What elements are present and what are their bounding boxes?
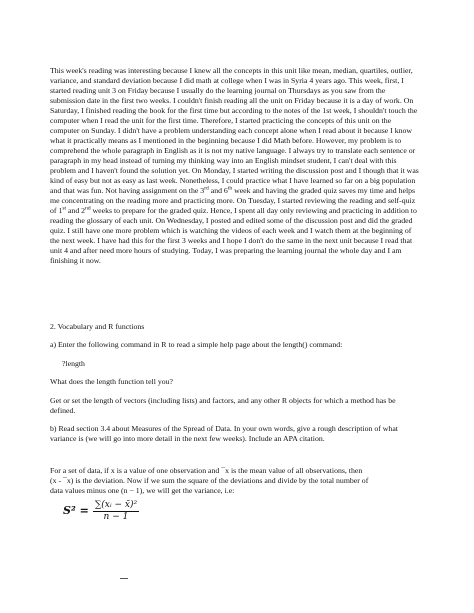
ordinal-th: th [227, 185, 233, 192]
reflection-text [50, 66, 422, 266]
footer-mark [120, 578, 128, 579]
question-b: b) Read section 3.4 about Measures of the Spread of Data. In your own words, give a rough description of what variance is (we will go into more detail in the next few weeks). Include an APA citation. [50, 424, 398, 443]
formula-numerator: ∑(xᵢ − x̄)² [94, 499, 138, 510]
answer-b: For a set of data, if x is a value of one observation and ¯x is the mean value of all observations, then (x - ¯x) is the deviation. Now if we sum the square of the deviations and divide by the total number of data values minus one (n − 1), we will get the variance, i.e: [50, 466, 369, 495]
variance-formula [63, 499, 139, 523]
reflection-text-part-3: week and having the graded quiz saves my time and helps me concentrating on the reading more and practicing more. On Tuesday, I started reviewing the reading and self-quiz of 1 [50, 186, 416, 215]
section-heading: 2. Vocabulary and R functions [50, 322, 145, 331]
reflection-text-part-2: and 6 [208, 186, 228, 195]
reflection-paragraph [50, 66, 422, 266]
r-command: ?length [62, 359, 85, 368]
reflection-text-part-5: weeks to prepare for the graded quiz. Hence, I spent all day only reviewing and practicing in addition to reading the glossary of each unit. On Wednesday, I posted and edited some of the discussion post and did the graded quiz. I still have one more problem which is watching the videos of each week and I watch them at the beginning of the next week. I have had this for the first 3 weeks and I hope I don't do the same in the next unit because I read that unit 4 and after need more hours of studying. Today, I was preparing the learning journal the whole day and I am finishing it now. [50, 206, 417, 265]
answer-a: Get or set the length of vectors (including lists) and factors, and any other R objects for which a method has be defined. [50, 396, 396, 415]
ordinal-nd: nd [85, 205, 91, 212]
reflection-text-part-1: This week's reading was interesting because I knew all the concepts in this unit like mean, median, quartiles, outlier, variance, and standard deviation because I did math at college when I was in Syria 4 years ago. This week, first, I started reading unit 3 on Friday because I usually do the learning journal on Thursdays as you saw from the submission date in the first two weeks. I couldn't finish reading all the unit on Friday because it is a day of work. On Saturday, I finished reading the book for the first time but according to the notes of the 1st week, I shouldn't touch the computer when I read the unit for the first time. Therefore, I started practicing the concepts of this unit on the computer on Sunday. I didn't have a problem understanding each concept alone when I read about it because I know what it practically means as I mentioned in the beginning because I did Math before. However, my problem is to comprehend the whole paragraph in English as it is not my native language. I always try to translate each sentence or paragraph in my head instead of turning my thinking way into an English mindset student, I can't deal with this problem and I haven't found the solution yet. On Monday, I started writing the discussion post and I though that it was kind of easy but not as easy as last week. Nonetheless, I could practice what I have learned so far on a big population and that was fun. Not having assignment on the 3 [50, 66, 419, 195]
formula-fraction [93, 500, 139, 523]
reflection-text-part-4: and 2 [66, 206, 86, 215]
question-a: a) Enter the following command in R to read a simple help page about the length() command: [50, 340, 343, 349]
ordinal-rd: rd [204, 185, 209, 192]
ordinal-st: st [62, 205, 67, 212]
formula-lhs: S² = [63, 504, 89, 517]
formula-denominator: n − 1 [103, 511, 129, 522]
question-a-followup: What does the length function tell you? [50, 377, 173, 386]
